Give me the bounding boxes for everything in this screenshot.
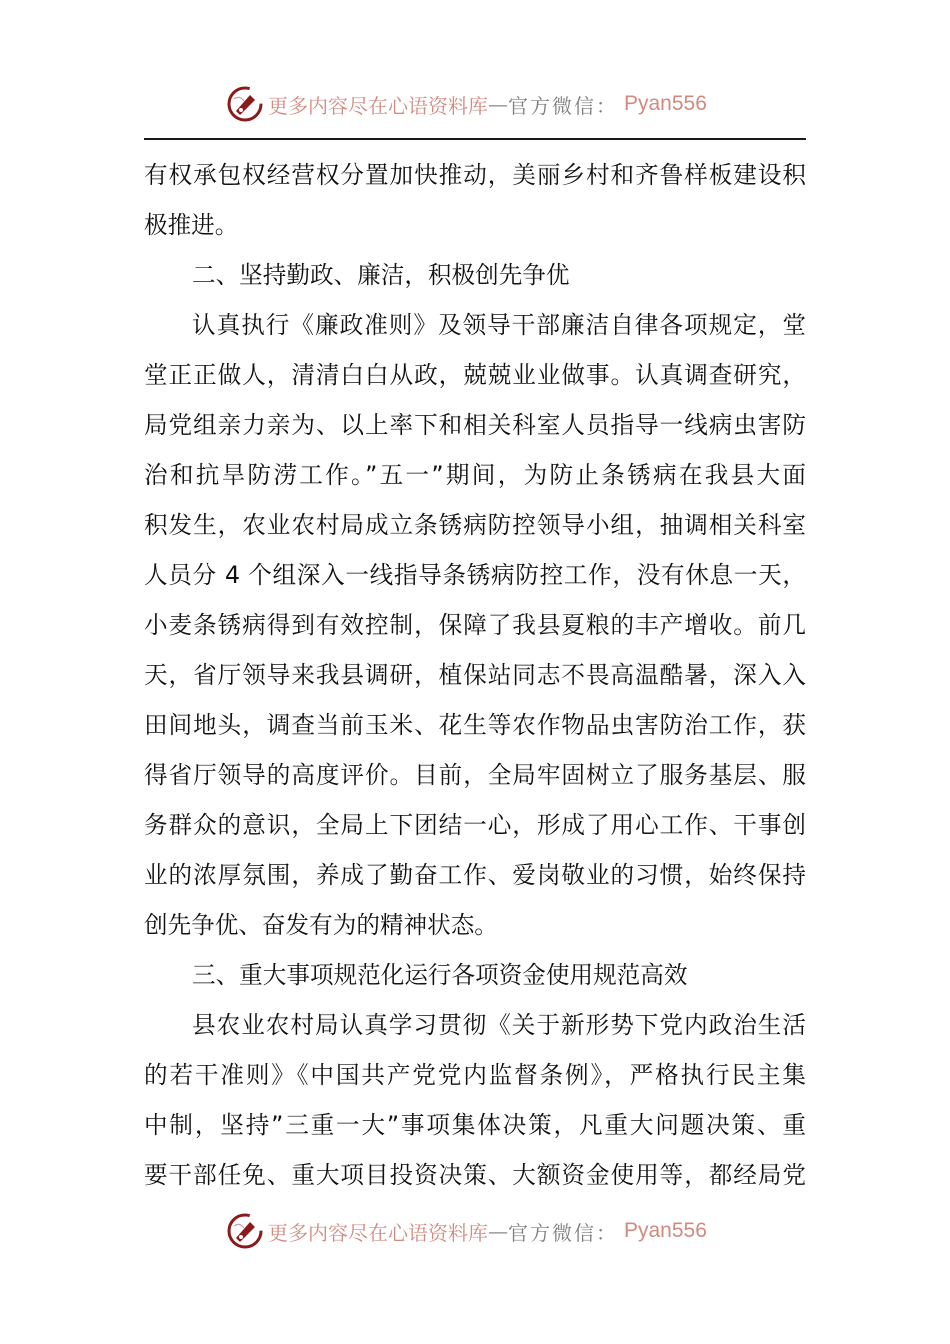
pen-nib-logo-icon — [226, 85, 264, 123]
watermark-wechat-label: 官方微信： — [508, 1220, 618, 1245]
text-line: 的若干准则》《中国共产党党内监督条例》，严格执行民主集 — [144, 1061, 806, 1089]
watermark-site-text: 更多内容尽在心语资料库 — [268, 1220, 488, 1245]
text-line: 极推进。 — [144, 211, 239, 239]
watermark-wechat-id: Pyan556 — [624, 1219, 707, 1242]
watermark-wechat-id: Pyan556 — [624, 92, 707, 115]
text-line: 业的浓厚氛围，养成了勤奋工作、爱岗敬业的习惯，始终保持 — [144, 861, 806, 889]
text-line: 治和抗旱防涝工作。”五一”期间，为防止条锈病在我县大面 — [144, 461, 806, 489]
text-line: 有权承包权经营权分置加快推动，美丽乡村和齐鲁样板建设积 — [144, 161, 806, 189]
text-line: 务群众的意识，全局上下团结一心，形成了用心工作、干事创 — [144, 811, 806, 839]
watermark-dash: — — [488, 1219, 508, 1243]
watermark-dash: — — [488, 92, 508, 116]
header-divider — [144, 138, 806, 140]
text-line: 创先争优、奋发有为的精神状态。 — [144, 911, 498, 939]
text-line: 局党组亲力亲为、以上率下和相关科室人员指导一线病虫害防 — [144, 411, 806, 439]
text-line: 积发生，农业农村局成立条锈病防控领导小组，抽调相关科室 — [144, 511, 806, 539]
text-line: 要干部任免、重大项目投资决策、大额资金使用等，都经局党 — [144, 1161, 806, 1189]
text-line: 天，省厅领导来我县调研，植保站同志不畏高温酷暑，深入入 — [144, 661, 806, 689]
text-line: 小麦条锈病得到有效控制，保障了我县夏粮的丰产增收。前几 — [144, 611, 806, 639]
document-body — [144, 150, 806, 1200]
watermark-site-text: 更多内容尽在心语资料库 — [268, 93, 488, 118]
text-line: 人员分 4 个组深入一线指导条锈病防控工作，没有休息一天， — [144, 561, 806, 589]
pen-nib-logo-icon — [226, 1212, 264, 1250]
text-line: 田间地头，调查当前玉米、花生等农作物品虫害防治工作，获 — [144, 711, 806, 739]
text-line: 中制，坚持”三重一大”事项集体决策，凡重大问题决策、重 — [144, 1111, 806, 1139]
text-line: 堂正正做人，清清白白从政，兢兢业业做事。认真调查研究， — [144, 361, 806, 389]
section-heading: 二、坚持勤政、廉洁，积极创先争优 — [192, 261, 570, 289]
section-heading: 三、重大事项规范化运行各项资金使用规范高效 — [192, 961, 688, 989]
footer-watermark — [226, 1209, 707, 1253]
watermark-wechat-label: 官方微信： — [508, 93, 618, 118]
text-line: 得省厅领导的高度评价。目前，全局牢固树立了服务基层、服 — [144, 761, 806, 789]
text-line: 县农业农村局认真学习贯彻《关于新形势下党内政治生活 — [192, 1011, 806, 1039]
text-line: 认真执行《廉政准则》及领导干部廉洁自律各项规定，堂 — [192, 311, 806, 339]
header-watermark — [226, 82, 707, 126]
